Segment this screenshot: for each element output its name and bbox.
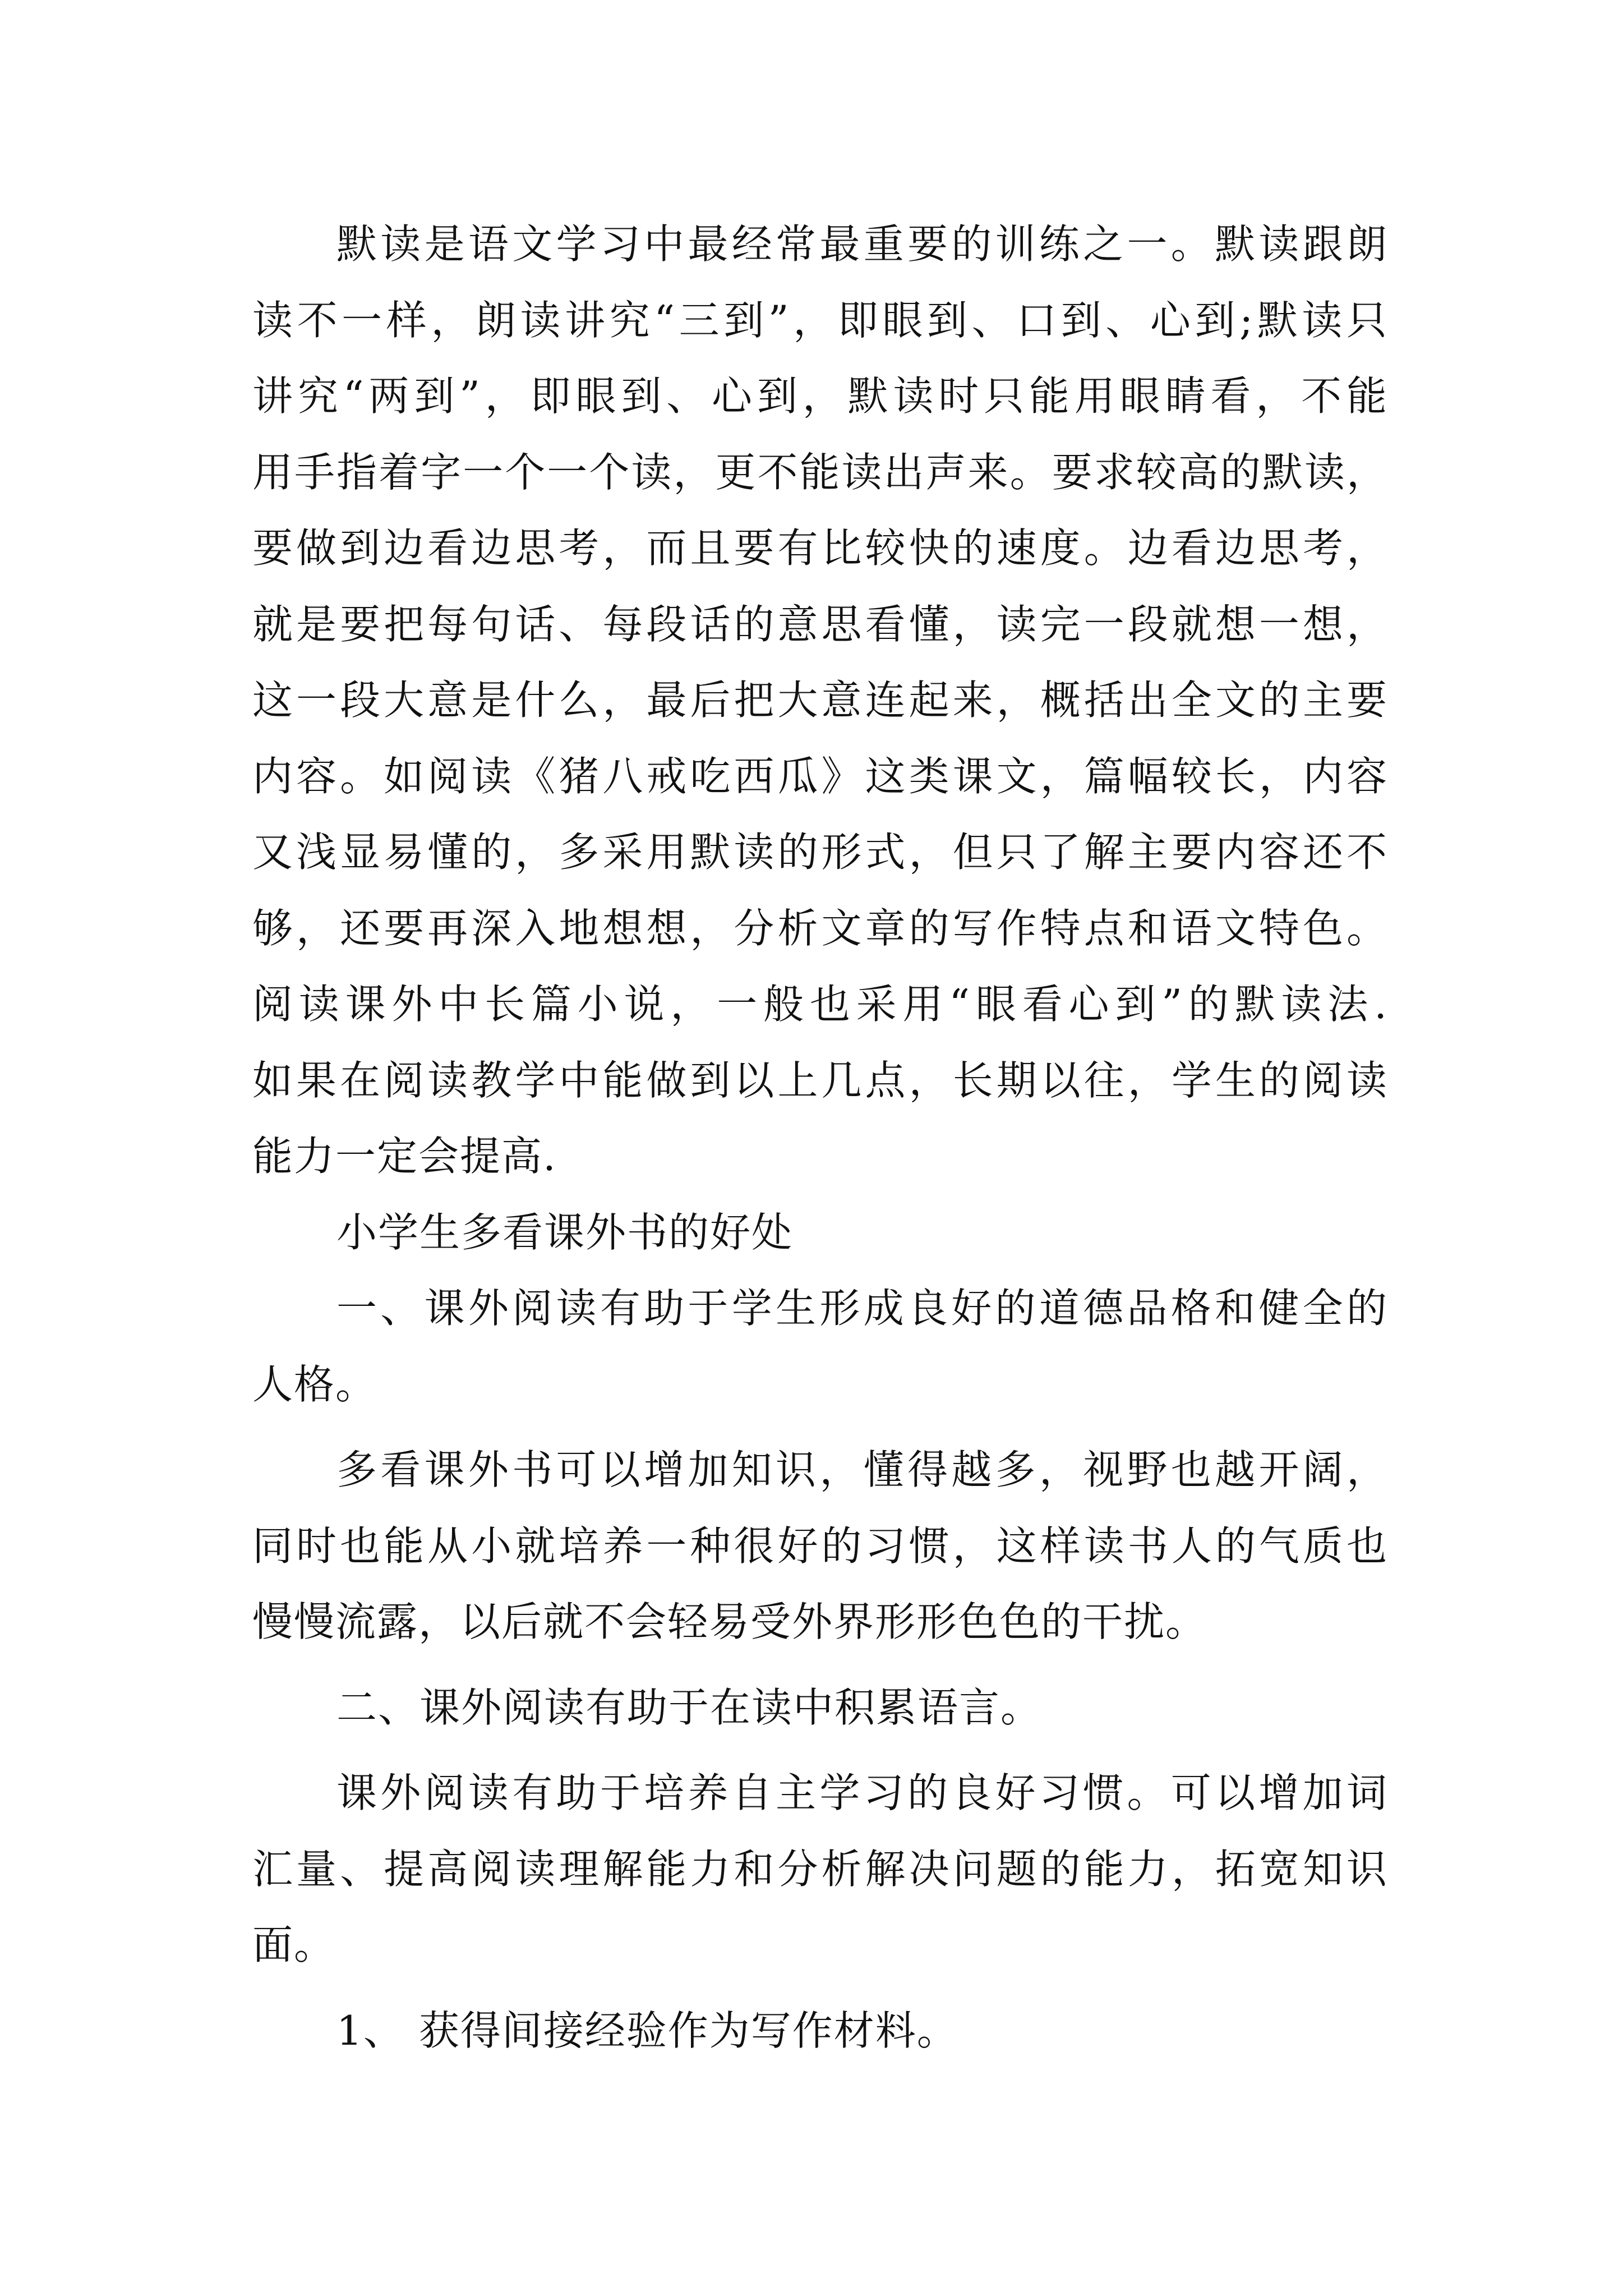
text-line: 默读是语文学习中最经常最重要的训练之一。默读跟朗 (336, 220, 1388, 268)
text-line: 汇量、提高阅读理解能力和分析解决问题的能力，拓宽知识 (252, 1845, 1388, 1893)
text-line: 二、课外阅读有助于在读中积累语言。 (336, 1683, 1043, 1731)
text-line: 1、 获得间接经验作为写作材料。 (336, 2007, 958, 2054)
text-line: 如果在阅读教学中能做到以上几点，长期以往，学生的阅读 (252, 1056, 1388, 1104)
text-line: 慢慢流露，以后就不会轻易受外界形形色色的干扰。 (252, 1598, 1207, 1645)
text-line: 这一段大意是什么，最后把大意连起来，概括出全文的主要 (252, 677, 1388, 724)
document-body (252, 206, 1388, 2069)
text-line: 够，还要再深入地想想，分析文章的写作特点和语文特色。 (252, 904, 1388, 952)
text-line: 内容。如阅读《猪八戒吃西瓜》这类课文，篇幅较长，内容 (252, 752, 1388, 800)
paragraph-self-study (252, 1755, 1388, 1984)
paragraph-point-two (252, 1670, 1388, 1746)
text-line: 阅读课外中长篇小说，一般也采用“眼看心到”的默读法. (252, 981, 1388, 1028)
text-line: 用手指着字一个一个读，更不能读出声来。要求较高的默读， (252, 448, 1388, 496)
paragraph-silent-reading (252, 206, 1388, 1195)
heading-line: 小学生多看课外书的好处 (336, 1208, 794, 1256)
paragraph-more-books (252, 1432, 1388, 1660)
text-line: 同时也能从小就培养一种很好的习惯，这样读书人的气质也 (252, 1522, 1388, 1570)
text-line: 就是要把每句话、每段话的意思看懂，读完一段就想一想， (252, 600, 1388, 648)
text-line: 能力一定会提高. (252, 1133, 557, 1180)
text-line: 人格。 (252, 1360, 377, 1408)
text-line: 课外阅读有助于培养自主学习的良好习惯。可以增加词 (336, 1769, 1388, 1816)
text-line: 面。 (252, 1921, 336, 1968)
text-line: 一、课外阅读有助于学生形成良好的道德品格和健全的 (336, 1285, 1388, 1332)
list-item-one (252, 1993, 1388, 2069)
text-line: 讲究“两到”，即眼到、心到，默读时只能用眼睛看，不能 (252, 372, 1388, 420)
paragraph-point-one (252, 1271, 1388, 1423)
text-line: 要做到边看边思考，而且要有比较快的速度。边看边思考， (252, 524, 1388, 572)
text-line: 又浅显易懂的，多采用默读的形式，但只了解主要内容还不 (252, 829, 1388, 876)
section-heading (252, 1195, 1388, 1271)
text-line: 多看课外书可以增加知识，懂得越多，视野也越开阔， (336, 1446, 1388, 1493)
text-line: 读不一样，朗读讲究“三到”，即眼到、口到、心到;默读只 (252, 296, 1388, 344)
